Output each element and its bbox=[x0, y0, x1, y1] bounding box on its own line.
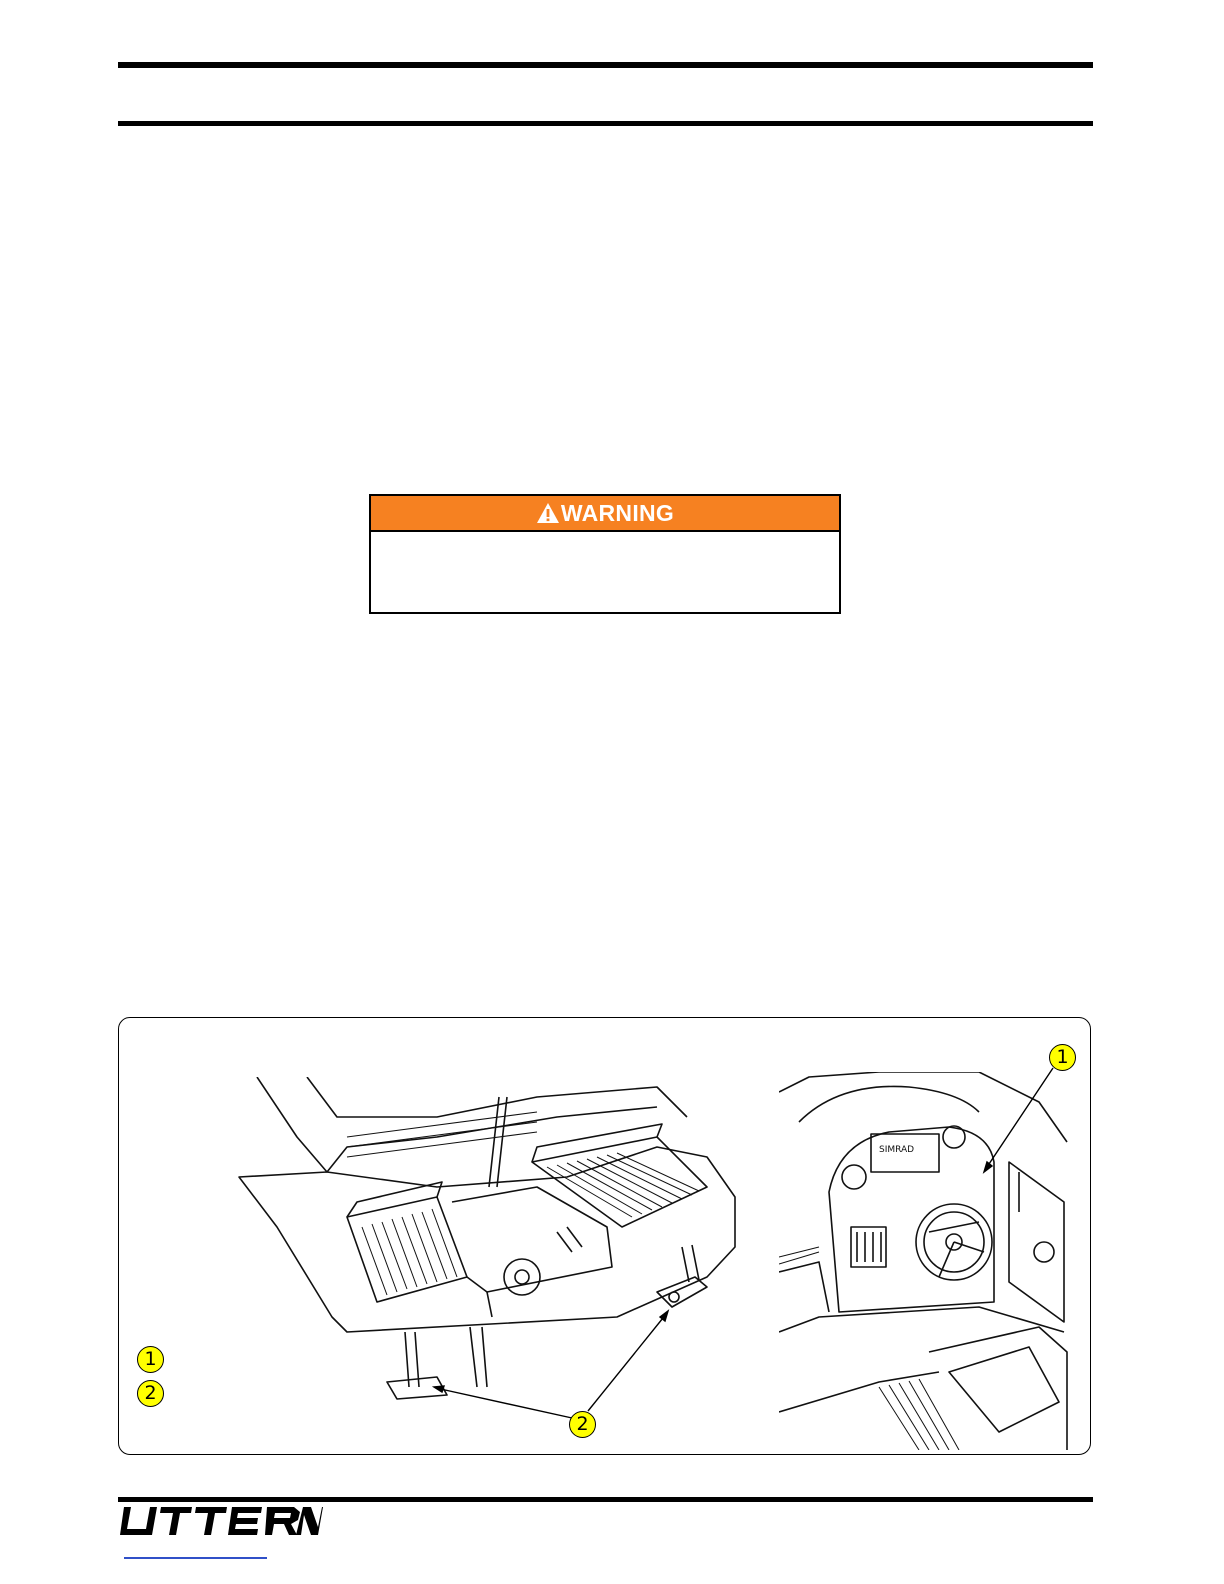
footer-link[interactable] bbox=[124, 1557, 267, 1559]
legend-callout-2: 2 bbox=[137, 1380, 164, 1407]
brand-logo bbox=[118, 1505, 323, 1539]
warning-header bbox=[371, 496, 839, 532]
warning-box bbox=[369, 494, 841, 614]
helm-illustration bbox=[779, 1072, 1069, 1450]
legend-callout-1: 1 bbox=[137, 1346, 164, 1373]
warning-triangle-icon bbox=[536, 502, 560, 524]
header-rule-bottom bbox=[118, 121, 1093, 126]
gas-strut-callout: 2 bbox=[569, 1411, 596, 1438]
helm-callout: 1 bbox=[1049, 1044, 1076, 1071]
header-rule-top bbox=[118, 62, 1093, 68]
footer-rule bbox=[118, 1497, 1093, 1502]
stern-illustration bbox=[237, 1077, 737, 1412]
warning-label: WARNING bbox=[560, 499, 675, 526]
display-brand-label: SIMRAD bbox=[879, 1145, 915, 1155]
